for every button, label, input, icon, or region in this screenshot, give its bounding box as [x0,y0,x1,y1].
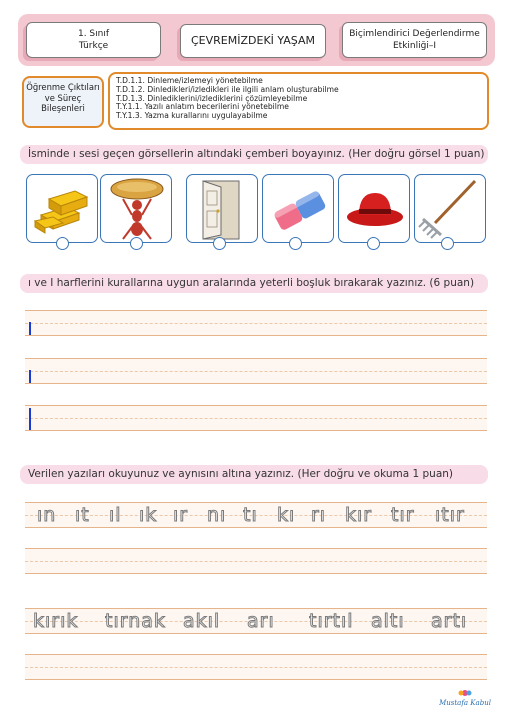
trace-row-1 [25,504,487,528]
picture-card-rake [414,174,486,243]
outcome-item: T.Y.1.3. Yazma kurallarını uygulayabilme [116,111,268,121]
writing-line[interactable] [25,548,487,574]
answer-circle[interactable] [56,237,69,250]
header-right-box [342,22,487,58]
rake-icon [415,175,487,244]
trace-word: rı [311,504,327,526]
answer-circle[interactable] [213,237,226,250]
trace-word: nı [207,504,227,526]
trace-word: ık [139,504,158,526]
guide-midline [25,418,487,419]
writing-line[interactable] [25,310,487,336]
text-cursor [29,370,31,383]
trace-row-2 [25,610,487,634]
outcomes-label [22,76,104,128]
answer-circle[interactable] [130,237,143,250]
picture-card-ant [100,174,172,243]
open-door-icon [187,175,259,244]
trace-word: ıl [109,504,122,526]
grade-label: 1. Sınıf [77,29,110,39]
picture-card-gold [26,174,98,243]
trace-word: kı [277,504,296,526]
instruction-2: ı ve I harflerini kurallarına uygun aralarında yeterli boşluk bırakarak yazınız. (6 puan) [20,274,488,293]
answer-circle[interactable] [367,237,380,250]
eraser-icon [263,175,335,244]
header-center-box [180,24,326,58]
outcomes-label-line: ve Süreç [44,92,82,103]
trace-word: tı [243,504,258,526]
outcome-item: T.D.1.2. Dinledikleri/izledikleri ile ilgili anlam oluşturabilme [116,84,339,94]
trace-word: tırtıl [309,610,354,632]
trace-word: akıl [183,610,221,632]
instruction-1: İsminde ı sesi geçen görsellerin altındaki çemberi boyayınız. (Her doğru görsel 1 puan) [20,145,488,164]
trace-word: kır [345,504,373,526]
picture-card-door [186,174,258,243]
trace-word: kırık [33,610,79,632]
gold-bars-icon [27,175,99,244]
trace-word: ır [173,504,189,526]
instruction-3: Verilen yazıları okuyunuz ve aynısını altına yazınız. (Her doğru ve okuma 1 puan) [20,465,488,484]
trace-word: ın [37,504,57,526]
trace-word: altı [371,610,405,632]
guide-midline [25,561,487,562]
picture-card-eraser [262,174,334,243]
ant-carrying-bread-icon [101,175,173,244]
assessment-title-line2: Etkinliği–I [392,41,436,51]
answer-circle[interactable] [441,237,454,250]
page-title: ÇEVREMİZDEKİ YAŞAM [191,34,315,47]
outcomes-label-line: Öğrenme Çıktıları [26,82,100,92]
guide-midline [25,323,487,324]
author-signature: Mustafa Kabul [439,699,491,707]
trace-word: arı [247,610,275,632]
assessment-title-line1: Biçimlendirici Değerlendirme [349,29,480,39]
author-logo [437,687,493,717]
outcomes-label-line: Bileşenleri [41,103,85,113]
picture-card-hat [338,174,410,243]
text-cursor [29,408,31,430]
writing-line[interactable] [25,358,487,384]
guide-midline [25,667,487,668]
subject-label: Türkçe [78,41,109,51]
outcome-item: T.Y.1.1. Yazılı anlatım becerilerini yönetebilme [116,102,289,112]
outcomes-list [108,72,489,130]
flower-icon [455,687,475,699]
red-hat-icon [339,175,411,244]
trace-word: artı [431,610,468,632]
trace-word: ıt [75,504,90,526]
trace-word: tırnak [105,610,166,632]
trace-word: tır [391,504,415,526]
trace-word: ıtır [435,504,465,526]
outcome-item: T.D.1.3. Dinlediklerini/izlediklerini çözümleyebilme [116,93,308,103]
guide-midline [25,371,487,372]
header-left-box [26,22,161,58]
writing-line[interactable] [25,654,487,680]
outcome-item: T.D.1.1. Dinleme/izlemeyi yönetebilme [116,76,263,85]
text-cursor [29,322,31,335]
answer-circle[interactable] [289,237,302,250]
writing-line[interactable] [25,405,487,431]
